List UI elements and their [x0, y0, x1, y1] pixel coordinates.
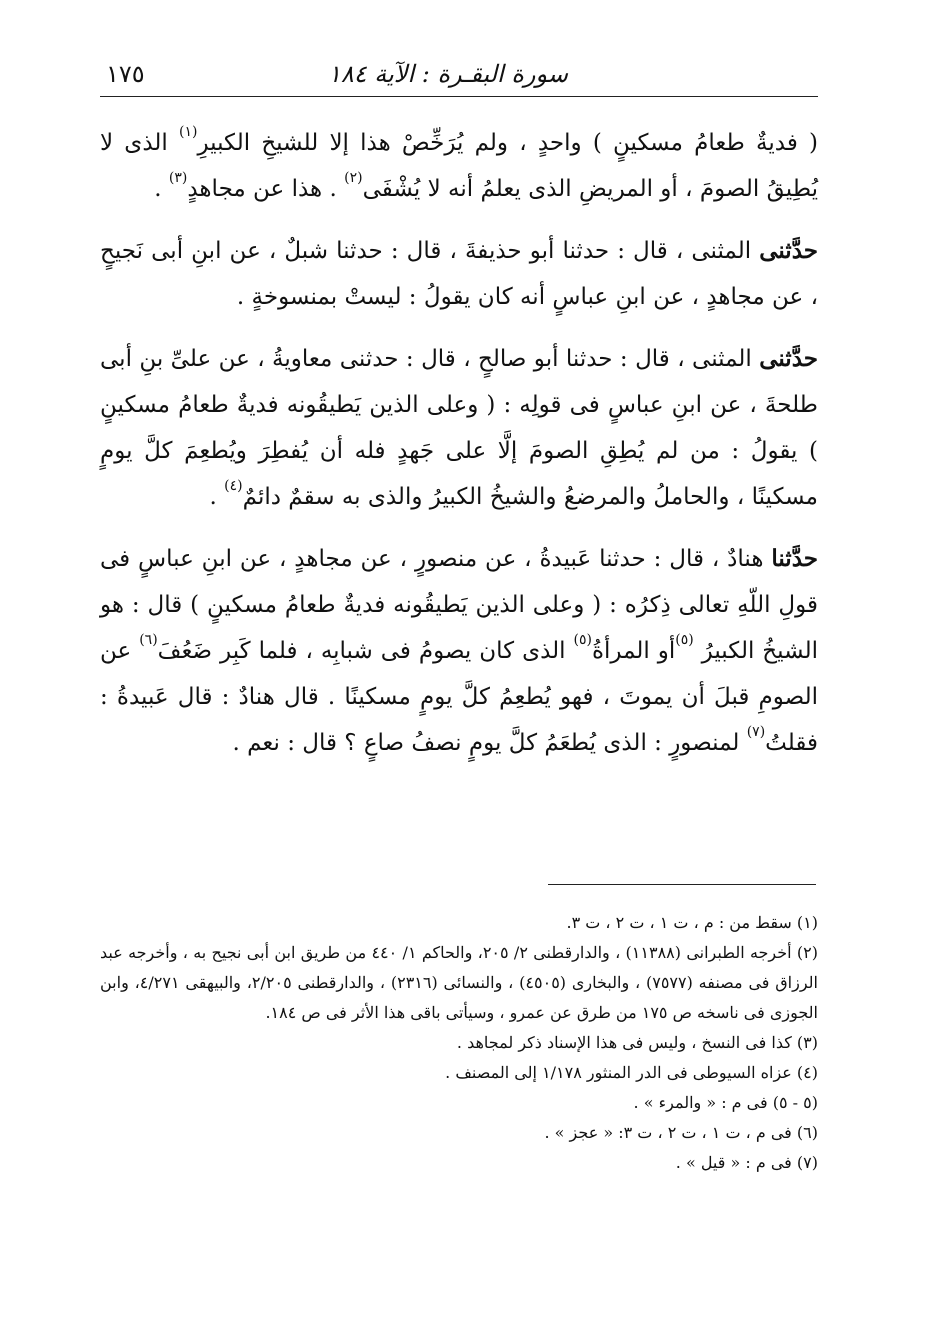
footnote-separator: [548, 884, 816, 885]
text-run: الذى لا يُطِيقُ الصومَ ، أو المريضِ الذى يعلمُ أنه لا يُشْفَى: [100, 130, 818, 202]
footnote-marker[interactable]: (٤): [224, 478, 243, 494]
footnote-marker[interactable]: (٣): [168, 170, 188, 186]
header-rule: [100, 96, 818, 97]
footnote: (٦) فى م ، ت ١ ، ت ٢ ، ت ٣: « عجز » .: [544, 1123, 818, 1142]
text-run: .: [209, 484, 225, 510]
main-text: [100, 120, 818, 782]
text-run: ( فديةٌ طعامُ مسكينٍ ) واحدٍ ، ولم يُرَخِّصْ هذا إلا للشيخِ الكبيرِ: [197, 130, 818, 156]
footnote-marker[interactable]: (٥): [573, 632, 592, 648]
footnote: (٢) أخرجه الطبرانى (١١٣٨٨) ، والدارقطنى ٢/ ٢٠٥، والحاكم ١/ ٤٤٠ من طريق ابن أبى نجيح به ، وأخرجه عبد الرزاق فى مصنفه (٧٥٧٧) ، والبخارى (٤٥٠٥) ، والنسائى (٢٣١٦) ، والدارقطنى ٢/٢٠٥، والبيهقى ٤/٢٧١، وابن الجوزى فى ناسخه ص ١٧٥ من طرق عن عمرو ، وسيأتى باقى هذا الأثر فى ص ١٨٤.: [100, 943, 818, 1022]
footnote: (٤) عزاه السيوطى فى الدر المنثور ١/١٧٨ إلى المصنف .: [445, 1063, 818, 1082]
paragraph: [100, 228, 818, 320]
text-run: لمنصورٍ : الذى يُطعَمُ كلَّ يومٍ نصفُ صاعٍ ؟ قال : نعم .: [232, 730, 747, 756]
text-run: هنادٌ ، قال : حدثنا عَبيدةُ ، عن منصورٍ ، عن مجاهدٍ ، عن ابنِ عباسٍ فى قولِ اللّهِ تعالى ذِكرُه : ( وعلى الذين يَطيقُونه فديةٌ طعامُ مسكينٍ ) قال : هو الشيخُ الكبيرُ: [100, 546, 818, 664]
footnote: (١) سقط من : م ، ت ١ ، ت ٢ ، ت ٣.: [566, 913, 818, 932]
footnote-marker[interactable]: (١): [178, 124, 198, 140]
paragraph-lead-word: حدَّثنى: [759, 237, 818, 264]
running-title: سورة البقـرة : الآية ١٨٤: [327, 60, 568, 88]
text-run: المثنى ، قال : حدثنا أبو صالحٍ ، قال : حدثنى معاويةُ ، عن علىِّ بنِ أبى طلحةَ ، عن ابنِ عباسٍ فى قولِه : ( وعلى الذين يَطيقُونه فديةٌ طعامُ مسكينٍ ) يقولُ : من لم يُطِقِ الصومَ إلَّا على جَهدٍ فله أن يُفطِرَ ويُطعِمَ كلَّ يومٍ مسكينًا ، والحاملُ والمرضعُ والشيخُ الكبيرُ والذى به سقمٌ دائمٌ: [100, 346, 818, 510]
paragraph-lead-word: حدَّثنى: [759, 345, 818, 372]
paragraph: [100, 336, 818, 520]
text-run: . هذا عن مجاهدٍ: [187, 176, 345, 202]
footnotes: [100, 908, 818, 1178]
footnote-marker[interactable]: (٢): [344, 170, 363, 186]
page-header: [100, 56, 818, 96]
text-run: أو المرأةُ: [591, 638, 676, 664]
footnote-marker[interactable]: (٧): [746, 724, 766, 740]
text-run: الذى كان يصومُ فى شبابِه ، فلما كَبِر ضَعُفَ: [157, 638, 574, 664]
footnote-marker[interactable]: (٥): [675, 632, 694, 648]
paragraph: [100, 536, 818, 766]
text-run: عن الصومِ قبلَ أن يموتَ ، فهو يُطعِمُ كلَّ يومٍ مسكينًا . قال هنادٌ : قال عَبيدةُ : فقلتُ: [100, 638, 818, 756]
text-run: .: [154, 176, 169, 202]
footnote-marker[interactable]: (٦): [139, 632, 158, 648]
footnote: (٧) فى م : « قيل » .: [675, 1153, 818, 1172]
footnote: (٥ - ٥) فى م : « والمرء » .: [633, 1093, 818, 1112]
paragraph: [100, 120, 818, 212]
text-run: المثنى ، قال : حدثنا أبو حذيفةَ ، قال : حدثنا شبلٌ ، عن ابنِ أبى نَجيحٍ ، عن مجاهدٍ ، عن ابنِ عباسٍ أنه كان يقولُ : ليستْ بمنسوخةٍ .: [100, 238, 818, 310]
paragraph-lead-word: حدَّثنا: [771, 545, 818, 572]
page-number: ١٧٥: [106, 60, 145, 88]
footnote: (٣) كذا فى النسخ ، وليس فى هذا الإسناد ذكر لمجاهد .: [456, 1033, 818, 1052]
